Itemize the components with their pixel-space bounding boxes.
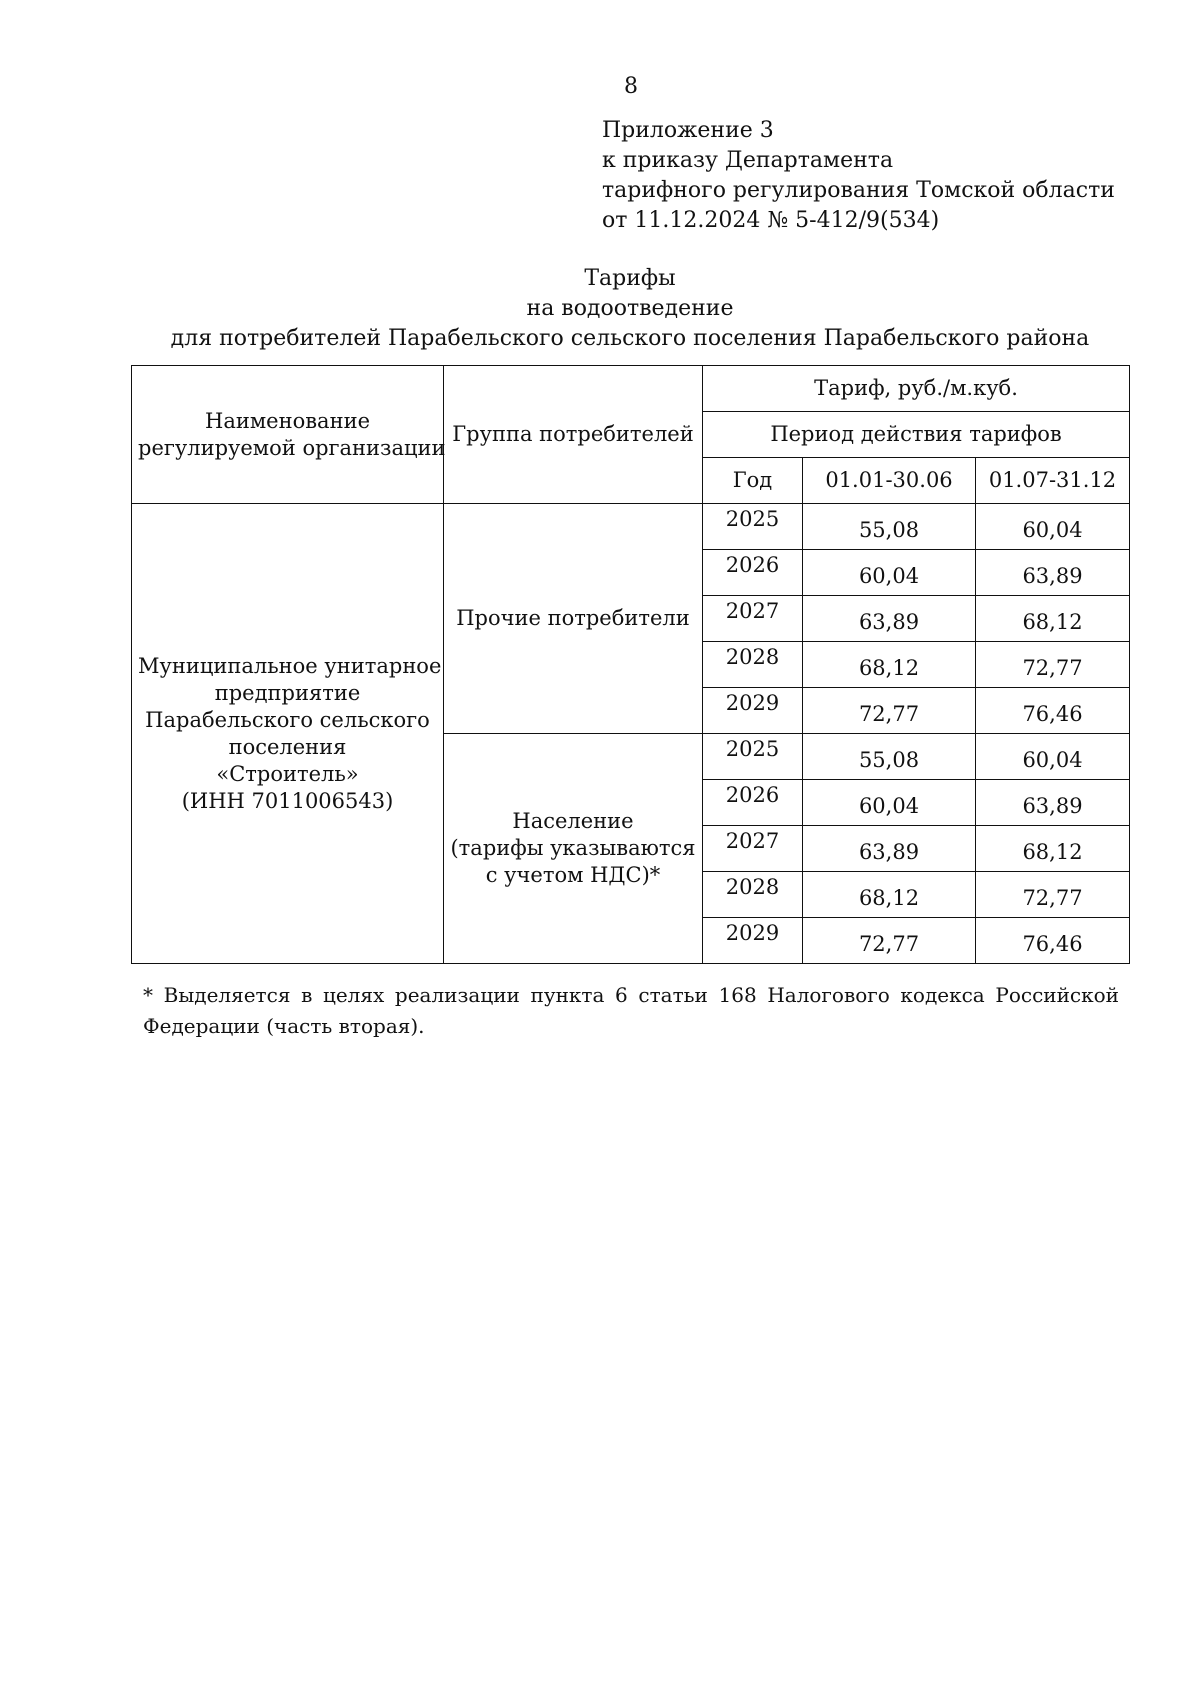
tariff-h1-cell: 68,12 bbox=[803, 642, 976, 688]
tariff-h2-cell: 76,46 bbox=[976, 688, 1130, 734]
annex-line: от 11.12.2024 № 5-412/9(534) bbox=[602, 208, 940, 233]
year-cell: 2028 bbox=[703, 872, 803, 918]
title-line: на водоотведение bbox=[526, 296, 734, 321]
group-cell-other: Прочие потребители bbox=[444, 504, 703, 734]
tariff-h2-cell: 68,12 bbox=[976, 596, 1130, 642]
annex-reference bbox=[602, 116, 1115, 236]
tariff-h2-cell: 68,12 bbox=[976, 826, 1130, 872]
annex-line: к приказу Департамента bbox=[602, 148, 894, 173]
page-number: 8 bbox=[624, 74, 638, 99]
tariff-h1-cell: 72,77 bbox=[803, 918, 976, 964]
title-line: Тарифы bbox=[584, 266, 676, 291]
tariff-h2-cell: 60,04 bbox=[976, 504, 1130, 550]
tariff-h2-cell: 72,77 bbox=[976, 642, 1130, 688]
tariff-h2-cell: 60,04 bbox=[976, 734, 1130, 780]
year-cell: 2029 bbox=[703, 918, 803, 964]
group-cell-population: Население (тарифы указываются с учетом НДС)* bbox=[444, 734, 703, 964]
year-cell: 2025 bbox=[703, 734, 803, 780]
tariff-h1-cell: 55,08 bbox=[803, 734, 976, 780]
tariff-h1-cell: 60,04 bbox=[803, 780, 976, 826]
year-cell: 2027 bbox=[703, 596, 803, 642]
organization-cell: Муниципальное унитарное предприятие Парабельского сельского поселения «Строитель» (ИНН 7011006543) bbox=[132, 504, 444, 964]
tariff-h1-cell: 63,89 bbox=[803, 596, 976, 642]
header-half2: 01.07-31.12 bbox=[976, 458, 1130, 504]
header-group: Группа потребителей bbox=[444, 366, 703, 504]
year-cell: 2025 bbox=[703, 504, 803, 550]
annex-line: Приложение 3 bbox=[602, 118, 774, 143]
header-period: Период действия тарифов bbox=[703, 412, 1130, 458]
document-title bbox=[130, 264, 1130, 354]
year-cell: 2027 bbox=[703, 826, 803, 872]
tariff-h2-cell: 63,89 bbox=[976, 780, 1130, 826]
year-cell: 2028 bbox=[703, 642, 803, 688]
footnote: * Выделяется в целях реализации пункта 6 статьи 168 Налогового кодекса Российской Федерации (часть вторая). bbox=[143, 983, 1119, 1038]
title-line: для потребителей Парабельского сельского поселения Парабельского района bbox=[170, 326, 1090, 351]
year-cell: 2029 bbox=[703, 688, 803, 734]
header-year: Год bbox=[703, 458, 803, 504]
tariff-h1-cell: 55,08 bbox=[803, 504, 976, 550]
tariff-h1-cell: 68,12 bbox=[803, 872, 976, 918]
header-organization: Наименование регулируемой организации bbox=[132, 366, 444, 504]
year-cell: 2026 bbox=[703, 550, 803, 596]
header-tariff: Тариф, руб./м.куб. bbox=[703, 366, 1130, 412]
tariff-h1-cell: 60,04 bbox=[803, 550, 976, 596]
tariff-h2-cell: 72,77 bbox=[976, 872, 1130, 918]
header-half1: 01.01-30.06 bbox=[803, 458, 976, 504]
annex-line: тарифного регулирования Томской области bbox=[602, 178, 1115, 203]
tariff-h2-cell: 63,89 bbox=[976, 550, 1130, 596]
table-row bbox=[132, 504, 1130, 550]
tariff-h2-cell: 76,46 bbox=[976, 918, 1130, 964]
tariff-table bbox=[131, 365, 1130, 964]
tariff-h1-cell: 72,77 bbox=[803, 688, 976, 734]
table-header-row bbox=[132, 366, 1130, 412]
year-cell: 2026 bbox=[703, 780, 803, 826]
tariff-h1-cell: 63,89 bbox=[803, 826, 976, 872]
